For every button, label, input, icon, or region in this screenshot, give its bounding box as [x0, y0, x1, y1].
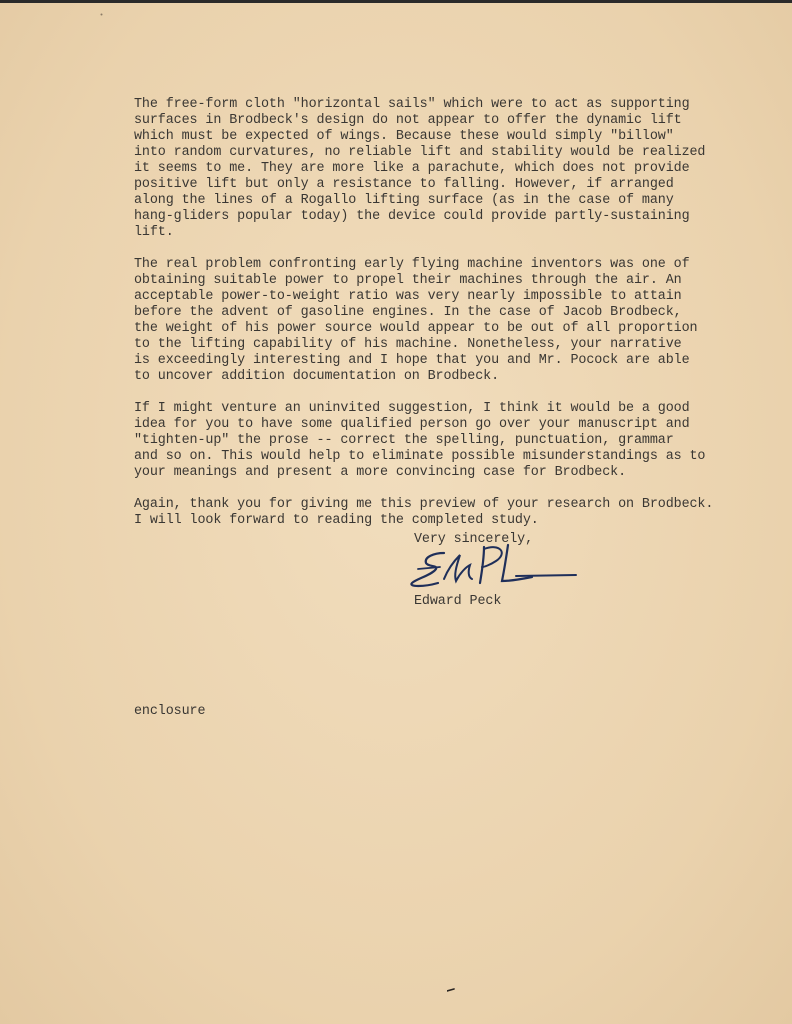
paper-speck	[100, 13, 103, 16]
paragraph-line: is exceedingly interesting and I hope that you and Mr. Pocock are able	[134, 353, 690, 368]
paragraph-line: along the lines of a Rogallo lifting surface (as in the case of many	[134, 193, 674, 208]
paragraph-line: positive lift but only a resistance to falling. However, if arranged	[134, 177, 674, 192]
paragraph-2	[134, 257, 734, 385]
paragraph-line: obtaining suitable power to propel their machines through the air. An	[134, 273, 682, 288]
paragraph-line: before the advent of gasoline engines. In the case of Jacob Brodbeck,	[134, 305, 682, 320]
letter-body	[134, 97, 734, 545]
handwritten-signature	[404, 539, 584, 595]
paragraph-line: "tighten-up" the prose -- correct the spelling, punctuation, grammar	[134, 433, 674, 448]
paragraph-3	[134, 401, 734, 481]
paragraph-line: If I might venture an uninvited suggestion, I think it would be a good	[134, 401, 690, 416]
paragraph-line: idea for you to have some qualified person go over your manuscript and	[134, 417, 690, 432]
paragraph-1	[134, 97, 734, 241]
closing-salutation: Very sincerely,	[414, 532, 534, 547]
enclosure-note: enclosure	[134, 704, 206, 719]
paper-mark	[447, 988, 455, 992]
paragraph-line: surfaces in Brodbeck's design do not appear to offer the dynamic lift	[134, 113, 682, 128]
paragraph-line: and so on. This would help to eliminate possible misunderstandings as to	[134, 449, 706, 464]
paragraph-line: I will look forward to reading the completed study.	[134, 513, 539, 528]
paragraph-line: The free-form cloth "horizontal sails" which were to act as supporting	[134, 97, 690, 112]
paragraph-line: hang-gliders popular today) the device could provide partly-sustaining	[134, 209, 690, 224]
paragraph-line: into random curvatures, no reliable lift and stability would be realized	[134, 145, 706, 160]
paragraph-line: acceptable power-to-weight ratio was very nearly impossible to attain	[134, 289, 682, 304]
paragraph-line: The real problem confronting early flying machine inventors was one of	[134, 257, 690, 272]
paragraph-line: your meanings and present a more convincing case for Brodbeck.	[134, 465, 627, 480]
paragraph-4	[134, 497, 734, 529]
paragraph-line: the weight of his power source would appear to be out of all proportion	[134, 321, 698, 336]
signer-name: Edward Peck	[414, 594, 502, 609]
paragraph-line: lift.	[134, 225, 174, 240]
paragraph-line: it seems to me. They are more like a parachute, which does not provide	[134, 161, 690, 176]
paragraph-line: which must be expected of wings. Because these would simply "billow"	[134, 129, 674, 144]
paragraph-line: to the lifting capability of his machine. Nonetheless, your narrative	[134, 337, 682, 352]
paragraph-line: Again, thank you for giving me this preview of your research on Brodbeck.	[134, 497, 714, 512]
paragraph-line: to uncover addition documentation on Brodbeck.	[134, 369, 500, 384]
